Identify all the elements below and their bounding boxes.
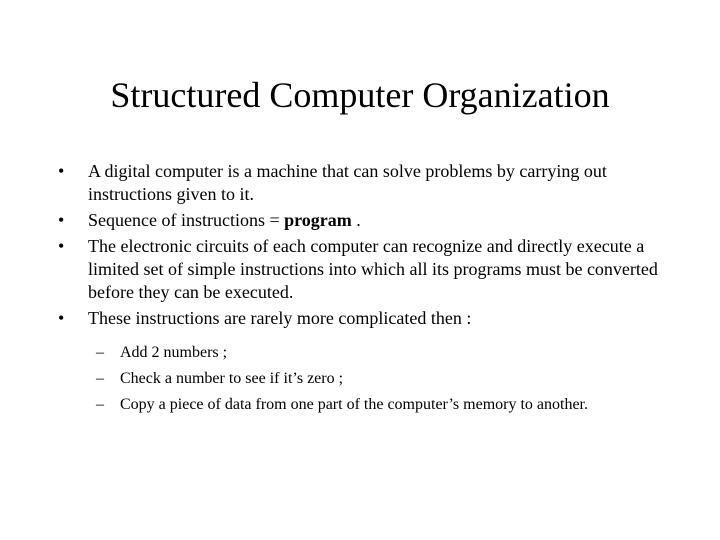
bullet-item bbox=[58, 307, 668, 418]
bullet-list bbox=[58, 160, 668, 421]
bullet-text-prefix: Sequence of instructions = bbox=[88, 210, 285, 230]
bullet-icon: • bbox=[58, 210, 65, 230]
slide-title: Structured Computer Organization bbox=[110, 75, 610, 115]
sub-bullet-item bbox=[88, 366, 668, 392]
sub-bullet-text: Check a number to see if it’s zero ; bbox=[120, 370, 344, 387]
bullet-item bbox=[58, 209, 668, 232]
sub-bullet-item bbox=[88, 340, 668, 366]
dash-icon: – bbox=[96, 344, 104, 361]
bullet-text: A digital computer is a machine that can solve problems by carrying out instructions given to it. bbox=[88, 161, 607, 204]
bullet-icon: • bbox=[58, 308, 65, 328]
sub-bullet-item bbox=[88, 392, 668, 418]
sub-bullet-text: Copy a piece of data from one part of the computer’s memory to another. bbox=[120, 396, 588, 413]
sub-bullet-text: Add 2 numbers ; bbox=[120, 344, 228, 361]
bullet-text-keyword: program bbox=[284, 210, 352, 230]
sub-bullet-list bbox=[88, 340, 668, 418]
bullet-text-suffix: . bbox=[351, 210, 361, 230]
bullet-text: The electronic circuits of each computer can recognize and directly execute a limited set of simple instructions into which all its programs must be converted before they can be executed. bbox=[88, 236, 658, 302]
bullet-item bbox=[58, 235, 668, 304]
bullet-text: These instructions are rarely more complicated then : bbox=[88, 308, 472, 328]
bullet-item bbox=[58, 160, 668, 206]
bullet-icon: • bbox=[58, 161, 65, 181]
dash-icon: – bbox=[96, 370, 104, 387]
bullet-icon: • bbox=[58, 236, 65, 256]
dash-icon: – bbox=[96, 396, 104, 413]
